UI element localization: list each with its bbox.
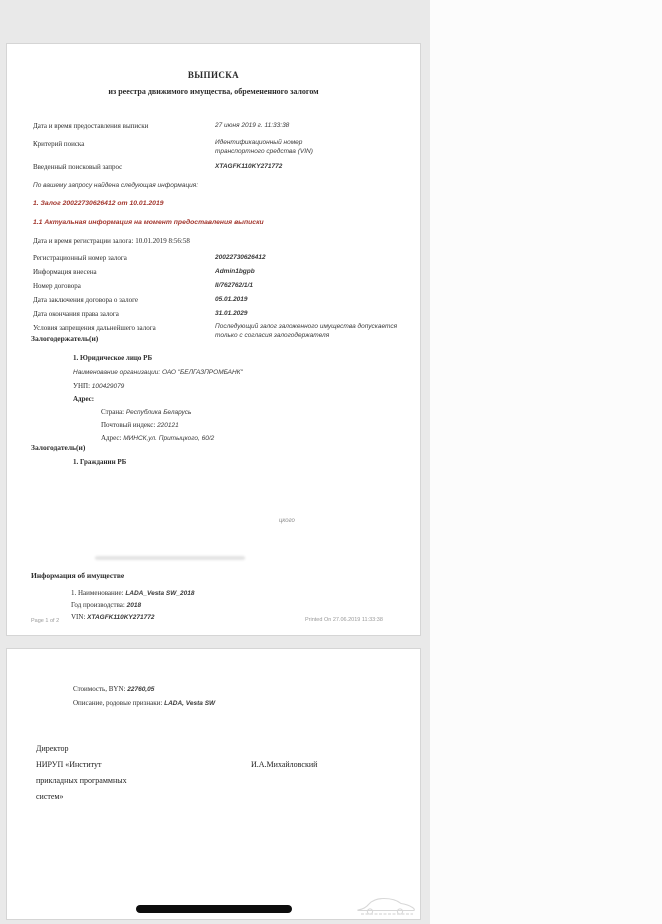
document-page-2 <box>6 648 421 920</box>
signature-title-line3: прикладных программных <box>36 776 127 785</box>
property-vin-value: XTAGFK110KY271772 <box>87 614 155 621</box>
detail-value-entered-by: Admin1bgpb <box>215 268 255 275</box>
detail-value-contract-number: II/762762/1/1 <box>215 282 253 289</box>
cost-value: 22760,05 <box>127 686 155 693</box>
description-line <box>73 699 215 707</box>
cost-line <box>73 685 154 693</box>
meta-label-search-query: Введенный поисковый запрос <box>33 163 123 171</box>
pledgee-unp-value: 100429079 <box>91 383 125 390</box>
registration-datetime-label: Дата и время регистрации залога: <box>33 237 134 245</box>
signature-title-line1: Директор <box>36 744 69 753</box>
pledgee-entity: 1. Юридическое лицо РБ <box>73 354 153 362</box>
redaction-bar <box>136 905 292 913</box>
property-year-line <box>71 601 141 609</box>
signature-title-line4: систем» <box>36 792 64 801</box>
registration-datetime-value: 10.01.2019 8:56:58 <box>135 237 190 245</box>
pledgee-country-line <box>101 408 191 416</box>
pledgee-unp-line <box>73 382 124 390</box>
property-name-label: 1. Наименование: <box>71 589 124 597</box>
property-name-line <box>71 589 194 597</box>
meta-value-search-criterion: Идентификационный номер транспортного средства (VIN) <box>215 139 313 155</box>
property-vin-label: VIN: <box>71 613 86 621</box>
signatory-name: И.А.Михайловский <box>251 760 318 769</box>
pledgee-unp-label: УНП: <box>73 382 91 390</box>
redacted-name-fragment: цкого <box>279 518 295 524</box>
document-subtitle: из реестра движимого имущества, обремененного залогом <box>108 87 319 96</box>
document-title: ВЫПИСКА <box>187 70 240 80</box>
actual-info-heading: 1.1 Актуальная информация на момент предоставления выписки <box>33 219 264 226</box>
detail-label-entered-by: Информация внесена <box>33 268 97 276</box>
pledgee-postcode-line <box>101 421 179 429</box>
property-section-heading: Информация об имуществе <box>31 571 125 580</box>
pledgor-section-heading: Залогодатель(и) <box>31 443 86 452</box>
pledgee-address-value: МИНСК,ул. Притыцкого, 60/2 <box>123 435 215 442</box>
pledgee-postcode-value: 220121 <box>157 422 179 429</box>
car-watermark-icon <box>355 895 419 917</box>
detail-value-further-pledge-terms: Последующий залог заложенного имущества допускается только с согласия залогодержателя <box>215 323 398 339</box>
meta-value-search-query: XTAGFK110KY271772 <box>215 163 283 170</box>
pledgee-address-heading: Адрес: <box>73 395 95 403</box>
detail-value-pledge-end-date: 31.01.2029 <box>215 310 248 317</box>
description-label: Описание, родовые признаки: <box>73 699 163 707</box>
erased-text-smudge <box>95 556 245 560</box>
pledgee-postcode-label: Почтовый индекс: <box>101 421 156 429</box>
document-page-1 <box>6 43 421 636</box>
property-year-value: 2018 <box>126 602 142 609</box>
registration-datetime-line <box>33 237 190 245</box>
pledgee-section-heading: Залогодержатель(и) <box>31 334 99 343</box>
detail-label-pledge-end-date: Дата окончания права залога <box>33 310 119 318</box>
property-year-label: Год производства: <box>71 601 125 609</box>
meta-label-search-criterion: Критерий поиска <box>33 140 85 148</box>
meta-label-extract-datetime: Дата и время предоставления выписки <box>33 122 149 130</box>
cost-label: Стоимость, BYN: <box>73 685 126 693</box>
pledge-heading: 1. Залог 20022730626412 от 10.01.2019 <box>33 200 164 207</box>
description-value: LADA, Vesta SW <box>164 700 216 707</box>
pledgee-country-label: Страна: <box>101 408 125 416</box>
page-number-footer: Page 1 of 2 <box>31 618 60 624</box>
pledgor-entity: 1. Гражданин РБ <box>73 458 127 466</box>
property-vin-line <box>71 613 154 621</box>
signature-title-line2: НИРУП «Институт <box>36 760 102 769</box>
intro-line: По вашему запросу найдена следующая информация: <box>33 182 199 189</box>
meta-value-extract-datetime: 27 июня 2019 г. 11:33:38 <box>215 122 290 129</box>
detail-label-contract-number: Номер договора <box>33 282 81 290</box>
detail-label-reg-number: Регистрационный номер залога <box>33 254 127 262</box>
property-name-value: LADA_Vesta SW_2018 <box>125 590 195 597</box>
detail-label-contract-date: Дата заключения договора о залоге <box>33 296 138 304</box>
pledgee-address-label: Адрес: <box>101 434 122 442</box>
pledgee-org-line: Наименование организации: ОАО "БЕЛГАЗПРОМБАНК" <box>73 369 243 376</box>
pledgee-country-value: Республика Беларусь <box>125 409 192 416</box>
printed-on-footer: Printed On 27.06.2019 11:33:38 <box>305 617 383 623</box>
detail-value-contract-date: 05.01.2019 <box>215 296 248 303</box>
pledgee-address-line <box>101 434 214 442</box>
detail-label-further-pledge-terms: Условия запрещения дальнейшего залога <box>33 324 156 332</box>
detail-value-reg-number: 20022730626412 <box>215 254 266 261</box>
